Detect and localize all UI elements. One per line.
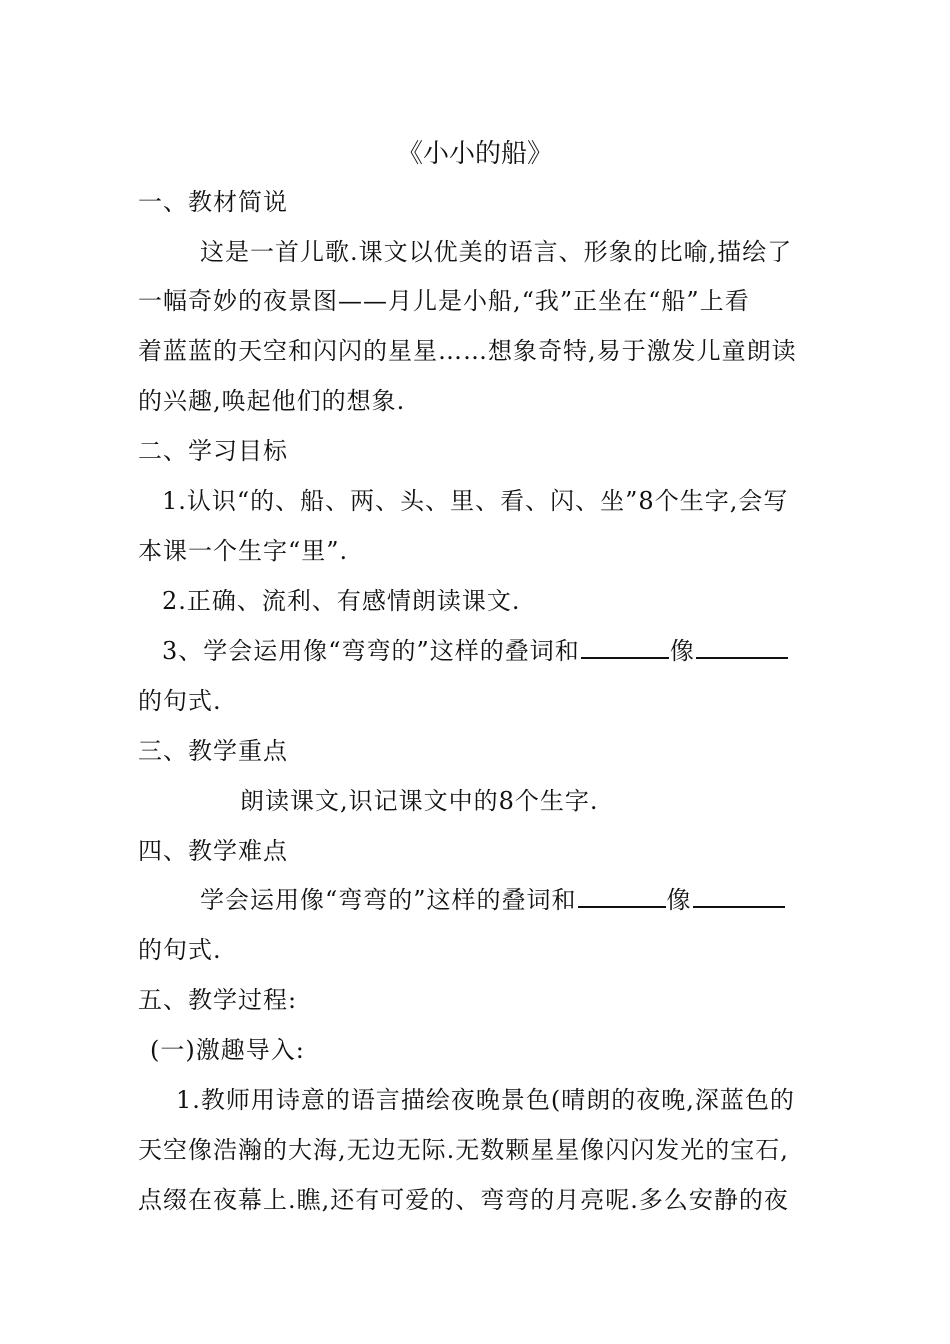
document-title: 《小小的船》	[396, 139, 553, 169]
fill-in-blank	[693, 884, 785, 908]
goal-item-1: 1.认识“的、船、两、头、里、看、闪、坐”8个生字,会写	[162, 487, 789, 515]
difficulties-continued: 的句式.	[138, 936, 222, 964]
fill-in-blank	[581, 635, 669, 659]
goal-item-1-continued: 本课一个生字“里”.	[138, 537, 349, 565]
goal-3-middle: 像	[669, 637, 695, 665]
goal-item-3-continued: 的句式.	[138, 687, 222, 715]
section-heading-difficulties: 四、教学难点	[138, 837, 288, 865]
paragraph-line: 一幅奇妙的夜景图——月儿是小船,“我”正坐在“船”上看	[138, 287, 750, 315]
paragraph-line: 这是一首儿歌.课文以优美的语言、形象的比喻,描绘了	[200, 238, 793, 266]
paragraph-line: 天空像浩瀚的大海,无边无际.无数颗星星像闪闪发光的宝石,	[138, 1136, 789, 1164]
fill-in-blank	[578, 884, 666, 908]
paragraph-line: 点缀在夜幕上.瞧,还有可爱的、弯弯的月亮呢.多么安静的夜	[138, 1186, 789, 1214]
paragraph-line: 着蓝蓝的天空和闪闪的星星……想象奇特,易于激发儿童朗读	[138, 337, 797, 365]
difficulties-text: 学会运用像“弯弯的”这样的叠词和	[200, 886, 577, 914]
section-heading-learning-goals: 二、学习目标	[138, 437, 288, 465]
section-heading-textbook-intro: 一、教材简说	[138, 188, 288, 216]
goal-3-text: 3、学会运用像“弯弯的”这样的叠词和	[162, 637, 580, 665]
fill-in-blank	[696, 635, 788, 659]
key-points-content: 朗读课文,识记课文中的8个生字.	[240, 787, 599, 815]
goal-item-2: 2.正确、流利、有感情朗读课文.	[162, 587, 521, 615]
difficulties-middle: 像	[666, 886, 692, 914]
section-heading-key-points: 三、教学重点	[138, 737, 288, 765]
paragraph-line: 的兴趣,唤起他们的想象.	[138, 387, 406, 415]
difficulties-content	[200, 884, 786, 916]
section-heading-teaching-process: 五、教学过程:	[138, 986, 298, 1014]
goal-item-3	[162, 635, 789, 667]
paragraph-line: 1.教师用诗意的语言描绘夜晚景色(晴朗的夜晚,深蓝色的	[176, 1086, 795, 1114]
subheading-intro: (一)激趣导入:	[150, 1036, 305, 1064]
